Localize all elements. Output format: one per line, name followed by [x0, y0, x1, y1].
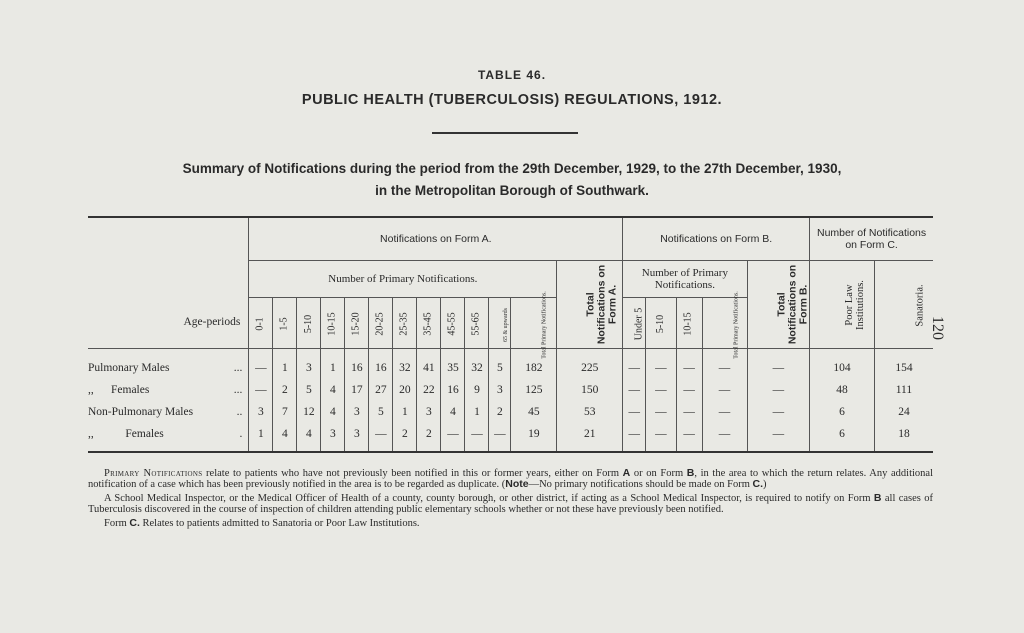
age-col-55-65: 55-65 — [465, 298, 489, 349]
cell: — — [249, 349, 273, 380]
age-col-20-25: 20-25 — [369, 298, 393, 349]
cell: 41 — [417, 349, 441, 380]
age-col-10-15: 10-15 — [321, 298, 345, 349]
cell: 1 — [393, 401, 417, 423]
cell: 17 — [345, 379, 369, 401]
cell: — — [676, 423, 702, 452]
primary-b-header: Number of Primary Notifications. — [623, 261, 747, 298]
cell: 2 — [489, 401, 511, 423]
age-col-total-primary-a: Total Primary Notifications. — [511, 298, 557, 349]
cell: 4 — [273, 423, 297, 452]
cell: 27 — [369, 379, 393, 401]
cell: — — [623, 401, 646, 423]
cell: 7 — [273, 401, 297, 423]
table-row — [88, 379, 933, 401]
age-col-under-5: Under 5 — [623, 298, 646, 349]
note-primary: Primary Notifications relate to patients who have not previously been notified in this or former years, either on Form A or on Form B, in the area to which the return relates. Any additional notification of a case which has been previously notified in the area is to be regarded as duplicate. (Note—No primary notifications should be made on Form C.) — [88, 467, 934, 490]
cell: — — [441, 423, 465, 452]
summary-line-2: in the Metropolitan Borough of Southwark. — [375, 183, 649, 198]
row-label: ,, Females . — [88, 428, 243, 440]
total-a-header: Total Notifications on Form A. — [557, 261, 623, 349]
age-col-25-35: 25-35 — [393, 298, 417, 349]
cell: 32 — [393, 349, 417, 380]
summary-line-1: Summary of Notifications during the period from the 29th December, 1929, to the 27th December, 1930, — [182, 161, 842, 176]
form-c-header: Number of Notifications on Form C. — [810, 217, 933, 261]
cell: 19 — [511, 423, 557, 452]
cell: 24 — [874, 401, 933, 423]
primary-a-header: Number of Primary Notifications. — [249, 261, 557, 298]
cell: 6 — [810, 423, 875, 452]
age-col-total-primary-b: Total Primary Notifications. — [702, 298, 747, 349]
cell: — — [702, 423, 747, 452]
table-number: TABLE 46. — [477, 68, 547, 82]
cell: 21 — [557, 423, 623, 452]
cell: — — [623, 379, 646, 401]
cell: — — [623, 423, 646, 452]
cell: 12 — [297, 401, 321, 423]
cell: 45 — [511, 401, 557, 423]
notifications-table — [88, 216, 933, 453]
age-col-5-10: 5-10 — [297, 298, 321, 349]
age-col-b-10-15: 10-15 — [676, 298, 702, 349]
cell: — — [646, 401, 676, 423]
row-label: Non-Pulmonary Males .. — [88, 406, 243, 418]
cell: 2 — [393, 423, 417, 452]
age-col-1-5: 1-5 — [273, 298, 297, 349]
cell: 1 — [321, 349, 345, 380]
cell: — — [646, 423, 676, 452]
cell: 16 — [441, 379, 465, 401]
cell: 154 — [874, 349, 933, 380]
row-label: ,, Females ... — [88, 384, 243, 396]
cell: 16 — [369, 349, 393, 380]
cell: 111 — [874, 379, 933, 401]
cell: 16 — [345, 349, 369, 380]
cell: 35 — [441, 349, 465, 380]
cell: 5 — [297, 379, 321, 401]
cell: — — [702, 379, 747, 401]
cell: — — [646, 349, 676, 380]
cell: — — [676, 349, 702, 380]
cell: 3 — [345, 401, 369, 423]
age-col-35-45: 35-45 — [417, 298, 441, 349]
cell: — — [676, 401, 702, 423]
cell: 2 — [417, 423, 441, 452]
cell: 9 — [465, 379, 489, 401]
sanatoria-header: Sanatoria. — [874, 261, 933, 349]
summary-heading — [0, 158, 1024, 202]
cell: 104 — [810, 349, 875, 380]
cell: 32 — [465, 349, 489, 380]
cell: 20 — [393, 379, 417, 401]
cell: 1 — [249, 423, 273, 452]
page-number: 120 — [929, 316, 946, 340]
cell: 125 — [511, 379, 557, 401]
cell: 3 — [489, 379, 511, 401]
table-row — [88, 349, 933, 380]
cell: 3 — [321, 423, 345, 452]
cell: 150 — [557, 379, 623, 401]
cell: 225 — [557, 349, 623, 380]
cell: — — [747, 349, 810, 380]
page-title: PUBLIC HEALTH (TUBERCULOSIS) REGULATIONS, 1912. — [301, 92, 723, 108]
age-col-0-1: 0-1 — [249, 298, 273, 349]
cell: — — [747, 379, 810, 401]
cell: — — [369, 423, 393, 452]
row-label: Pulmonary Males ... — [88, 362, 243, 374]
cell: 6 — [810, 401, 875, 423]
cell: 4 — [321, 401, 345, 423]
cell: 1 — [465, 401, 489, 423]
cell: — — [249, 379, 273, 401]
cell: 3 — [297, 349, 321, 380]
total-b-header: Total Notifications on Form B. — [747, 261, 810, 349]
cell: 5 — [489, 349, 511, 380]
cell: 53 — [557, 401, 623, 423]
table-row — [88, 401, 933, 423]
title-rule — [432, 132, 578, 134]
age-col-15-20: 15-20 — [345, 298, 369, 349]
cell: 4 — [297, 423, 321, 452]
cell: — — [702, 401, 747, 423]
footnotes — [88, 468, 933, 532]
cell: — — [747, 401, 810, 423]
cell: 48 — [810, 379, 875, 401]
cell: 5 — [369, 401, 393, 423]
cell: 4 — [441, 401, 465, 423]
age-col-b-5-10: 5-10 — [646, 298, 676, 349]
cell: 4 — [321, 379, 345, 401]
cell: — — [702, 349, 747, 380]
cell: 22 — [417, 379, 441, 401]
cell: — — [747, 423, 810, 452]
poor-law-header: Poor Law Institutions. — [810, 261, 875, 349]
cell: 3 — [249, 401, 273, 423]
cell: — — [489, 423, 511, 452]
age-col-65-upwards: 65 & upwards — [489, 298, 511, 349]
form-a-header: Notifications on Form A. — [249, 217, 623, 261]
cell: 1 — [273, 349, 297, 380]
table-row — [88, 423, 933, 452]
cell: — — [465, 423, 489, 452]
note-form-c: Form C. Relates to patients admitted to Sanatoria or Poor Law Institutions. — [104, 517, 420, 529]
cell: — — [676, 379, 702, 401]
age-col-45-55: 45-55 — [441, 298, 465, 349]
cell: 3 — [345, 423, 369, 452]
age-periods-header: Age-periods — [88, 217, 249, 349]
cell: 18 — [874, 423, 933, 452]
cell: — — [646, 379, 676, 401]
cell: 2 — [273, 379, 297, 401]
form-b-header: Notifications on Form B. — [623, 217, 810, 261]
cell: — — [623, 349, 646, 380]
cell: 182 — [511, 349, 557, 380]
cell: 3 — [417, 401, 441, 423]
note-school: A School Medical Inspector, or the Medical Officer of Health of a county, county borough, or other district, if acting as a School Medical Inspector, is required to notify on Form B all cases of Tuberculosis discovered in the course of inspection of children attending public elementary schools whether or not these have previously been notified. — [88, 492, 933, 515]
